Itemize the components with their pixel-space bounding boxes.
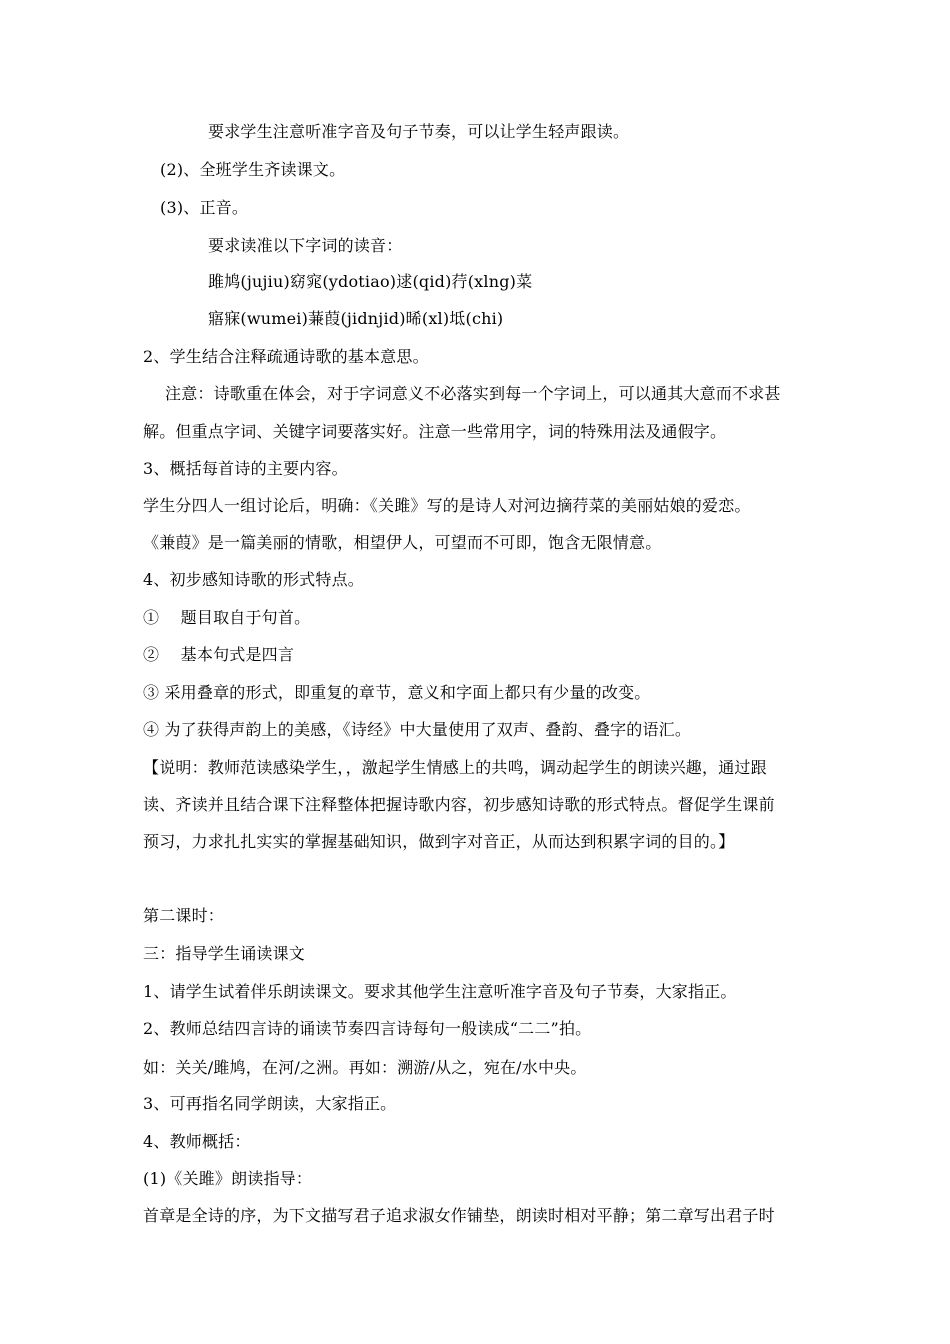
text-line-29: 首章是全诗的序，为下文描写君子追求淑女作铺垫，朗读时相对平静；第二章写出君子时	[143, 1206, 775, 1225]
text-line-16: ③ 采用叠章的形式，即重复的章节，意义和字面上都只有少量的改变。	[143, 683, 651, 702]
text-line-25: 如：关关/雎鸠，在河/之洲。再如：溯游/从之，宛在/水中央。	[143, 1058, 587, 1077]
text-line-8: 注意：诗歌重在体会，对于字词意义不必落实到每一个字词上，可以通其大意而不求甚	[165, 384, 781, 403]
text-line-7: 2、学生结合注释疏通诗歌的基本意思。	[143, 347, 429, 366]
text-line-28: (1)《关雎》朗读指导：	[143, 1169, 313, 1188]
text-line-20: 预习，力求扎扎实实的掌握基础知识，做到字对音正，从而达到积累字词的目的。】	[143, 832, 735, 851]
text-line-14: ① 题目取自于句首。	[143, 608, 311, 627]
text-line-11: 学生分四人一组讨论后，明确：《关雎》写的是诗人对河边摘荇菜的美丽姑娘的爱恋。	[143, 496, 751, 515]
text-line-23: 1、请学生试着伴乐朗读课文。要求其他学生注意听准字音及句子节奏，大家指正。	[143, 982, 737, 1001]
text-line-26: 3、可再指名同学朗读，大家指正。	[143, 1094, 397, 1113]
text-line-2: (2)、全班学生齐读课文。	[160, 160, 346, 179]
text-line-12: 《兼葭》是一篇美丽的情歌，相望伊人，可望而不可即，饱含无限情意。	[143, 533, 662, 552]
text-line-3: (3)、正音。	[160, 198, 249, 217]
text-line-15: ② 基本句式是四言	[143, 645, 295, 664]
text-line-10: 3、概括每首诗的主要内容。	[143, 459, 348, 478]
text-line-27: 4、教师概括：	[143, 1132, 251, 1151]
text-line-21: 第二课时：	[143, 906, 225, 925]
text-line-1: 要求学生注意听准字音及句子节奏，可以让学生轻声跟读。	[208, 122, 630, 141]
text-line-5: 雎鸠(jujiu)窈窕(ydotiao)逑(qid)荇(xlng)菜	[208, 272, 533, 291]
text-line-4: 要求读准以下字词的读音：	[208, 236, 403, 255]
text-line-22: 三：指导学生诵读课文	[143, 944, 306, 963]
text-line-17: ④ 为了获得声韵上的美感，《诗经》中大量使用了双声、叠韵、叠字的语汇。	[143, 720, 692, 739]
text-line-19: 读、齐读并且结合课下注释整体把握诗歌内容，初步感知诗歌的形式特点。督促学生课前	[143, 795, 775, 814]
text-line-6: 寤寐(wumei)蒹葭(jidnjid)晞(xl)坻(chi)	[208, 309, 504, 328]
text-line-24: 2、教师总结四言诗的诵读节奏四言诗每句一般读成“二二”拍。	[143, 1019, 592, 1038]
text-line-18: 【说明：教师范读感染学生，，激起学生情感上的共鸣，调动起学生的朗读兴趣，通过跟	[143, 758, 767, 777]
text-line-9: 解。但重点字词、关键字词要落实好。注意一些常用字，词的特殊用法及通假字。	[143, 422, 727, 441]
text-line-13: 4、初步感知诗歌的形式特点。	[143, 570, 364, 589]
